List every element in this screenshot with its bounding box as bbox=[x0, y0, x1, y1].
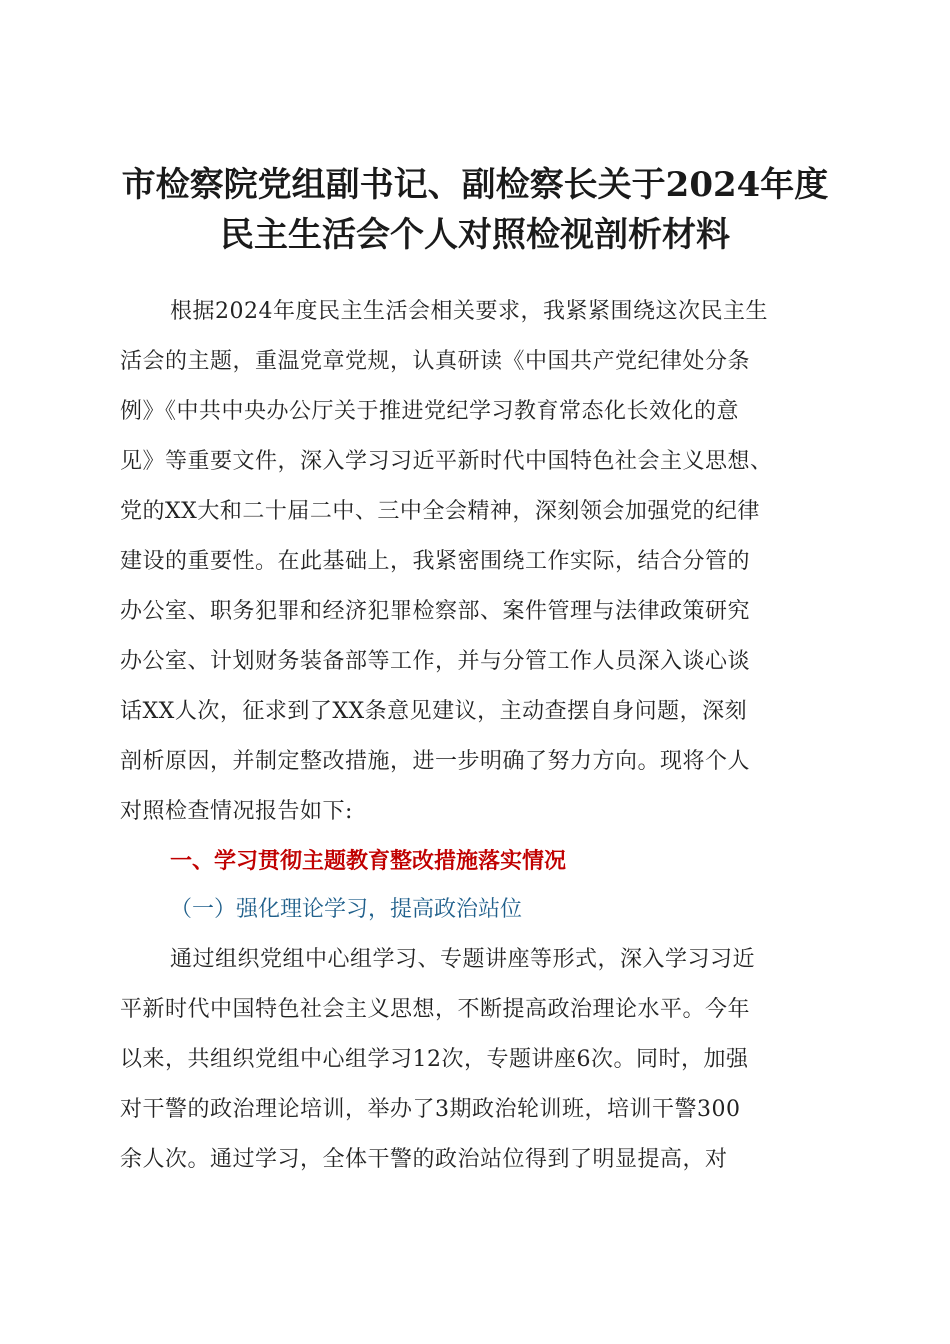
paragraph-line: 平新时代中国特色社会主义思想，不断提高政治理论水平。今年 bbox=[120, 997, 751, 1022]
paragraph-line: 办公室、职务犯罪和经济犯罪检察部、案件管理与法律政策研究 bbox=[120, 599, 751, 624]
title-line-2: 民主生活会个人对照检视剖析材料 bbox=[220, 215, 730, 255]
paragraph-line: 例》《中共中央办公厅关于推进党纪学习教育常态化长效化的意 bbox=[120, 399, 740, 424]
paragraph-line: 活会的主题，重温党章党规，认真研读《中国共产党纪律处分条 bbox=[120, 349, 751, 374]
paragraph-line: 办公室、计划财务装备部等工作，并与分管工作人员深入谈心谈 bbox=[120, 649, 751, 674]
section-heading-1: 一、学习贯彻主题教育整改措施落实情况 bbox=[170, 849, 567, 874]
subsection-heading-1: （一）强化理论学习，提高政治站位 bbox=[170, 897, 523, 922]
paragraph-line: 根据2024年度民主生活会相关要求，我紧紧围绕这次民主生 bbox=[170, 299, 768, 324]
paragraph-line: 通过组织党组中心组学习、专题讲座等形式，深入学习习近 bbox=[170, 947, 756, 972]
paragraph-line: 见》等重要文件，深入学习习近平新时代中国特色社会主义思想、 bbox=[120, 449, 773, 474]
paragraph-line: 余人次。通过学习，全体干警的政治站位得到了明显提高，对 bbox=[120, 1147, 728, 1172]
intro-paragraph bbox=[120, 287, 832, 837]
paragraph-line: 以来，共组织党组中心组学习12次，专题讲座6次。同时，加强 bbox=[120, 1047, 749, 1072]
paragraph-line: 党的XX大和二十届二中、三中全会精神，深刻领会加强党的纪律 bbox=[120, 499, 760, 524]
paragraph-line: 建设的重要性。在此基础上，我紧密围绕工作实际，结合分管的 bbox=[120, 549, 751, 574]
section-paragraph bbox=[120, 935, 832, 1185]
paragraph-line: 剖析原因，并制定整改措施，进一步明确了努力方向。现将个人 bbox=[120, 749, 751, 774]
paragraph-line: 对照检查情况报告如下: bbox=[120, 799, 353, 824]
document-title bbox=[100, 160, 850, 260]
paragraph-line: 对干警的政治理论培训，举办了3期政治轮训班，培训干警300 bbox=[120, 1097, 741, 1122]
paragraph-line: 话XX人次，征求到了XX条意见建议，主动查摆自身问题，深刻 bbox=[120, 699, 748, 724]
title-line-1: 市检察院党组副书记、副检察长关于2024年度 bbox=[121, 165, 829, 205]
